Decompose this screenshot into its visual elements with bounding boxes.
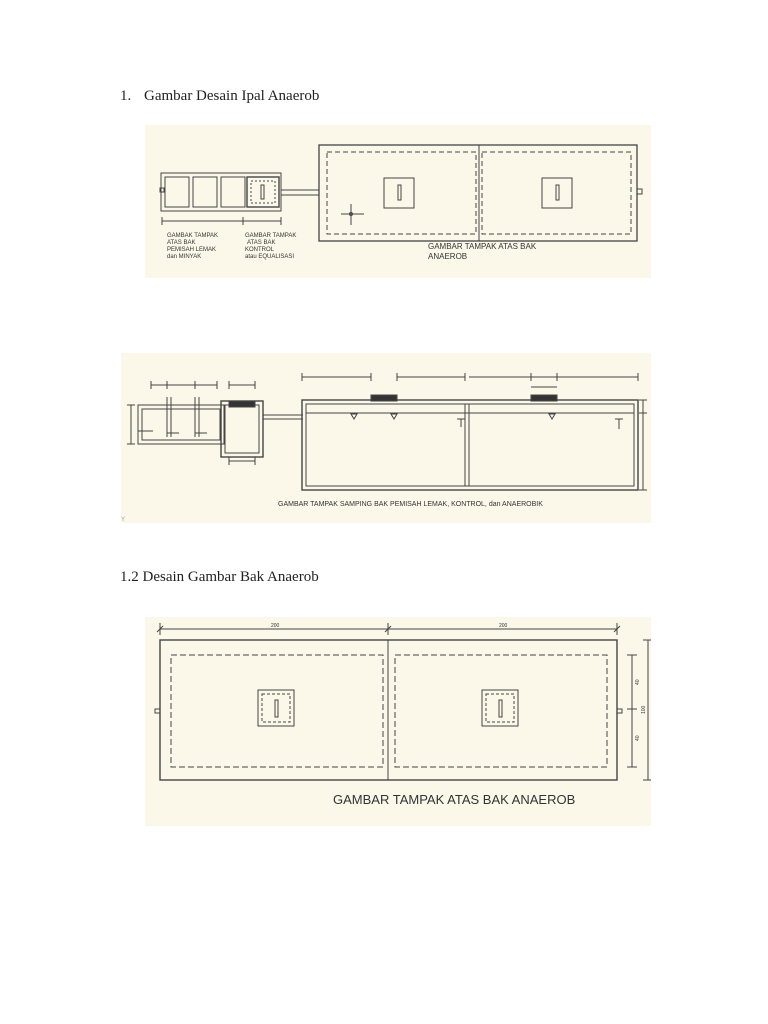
section-heading-1 — [120, 88, 319, 105]
anaerob-tank-outline — [319, 145, 637, 241]
label-control-3: KONTROL — [245, 247, 275, 253]
side-view-caption: GAMBAR TAMPAK SAMPING BAK PEMISAH LEMAK, KONTROL, dan ANAEROBIK — [278, 501, 543, 508]
dim-right: 200 — [499, 623, 508, 629]
figure-anaerob-top-view — [145, 617, 651, 826]
label-control-1: GAMBAR TAMPAK — [245, 233, 297, 239]
figure-top-view-ipal — [145, 125, 651, 278]
compartment-1 — [165, 177, 189, 207]
figure-side-view — [121, 353, 651, 523]
dim-side-bottom: 40 — [635, 735, 641, 741]
label-anaerob-2: ANAEROB — [428, 252, 468, 261]
dim-left: 200 — [271, 623, 280, 629]
label-grease-trap-4: dan MINYAK — [167, 254, 202, 260]
cad-drawing-side-view — [121, 353, 651, 523]
dim-side-top: 40 — [635, 679, 641, 685]
compartment-2 — [193, 177, 217, 207]
label-grease-trap-1: GAMBAK TAMPAK — [167, 233, 219, 239]
dim-side-total: 100 — [641, 705, 647, 714]
cad-drawing-top-view — [145, 125, 651, 278]
corner-mark: Y — [121, 517, 126, 523]
section-number: 1. — [120, 88, 132, 104]
label-grease-trap-2: ATAS BAK — [167, 240, 196, 246]
section-heading-2: 1.2 Desain Gambar Bak Anaerob — [120, 569, 319, 585]
cad-drawing-anaerob-top-view — [145, 617, 651, 826]
label-grease-trap-3: PEMISAH LEMAK — [167, 247, 217, 253]
label-anaerob-1: GAMBAR TAMPAK ATAS BAK — [428, 242, 537, 251]
label-control-4: atau EQUALISASI — [245, 254, 295, 260]
compartment-3 — [221, 177, 245, 207]
section-title: Gambar Desain Ipal Anaerob — [144, 88, 320, 104]
anaerob-caption: GAMBAR TAMPAK ATAS BAK ANAEROB — [333, 792, 576, 807]
label-control-2: ATAS BAK — [247, 240, 276, 246]
